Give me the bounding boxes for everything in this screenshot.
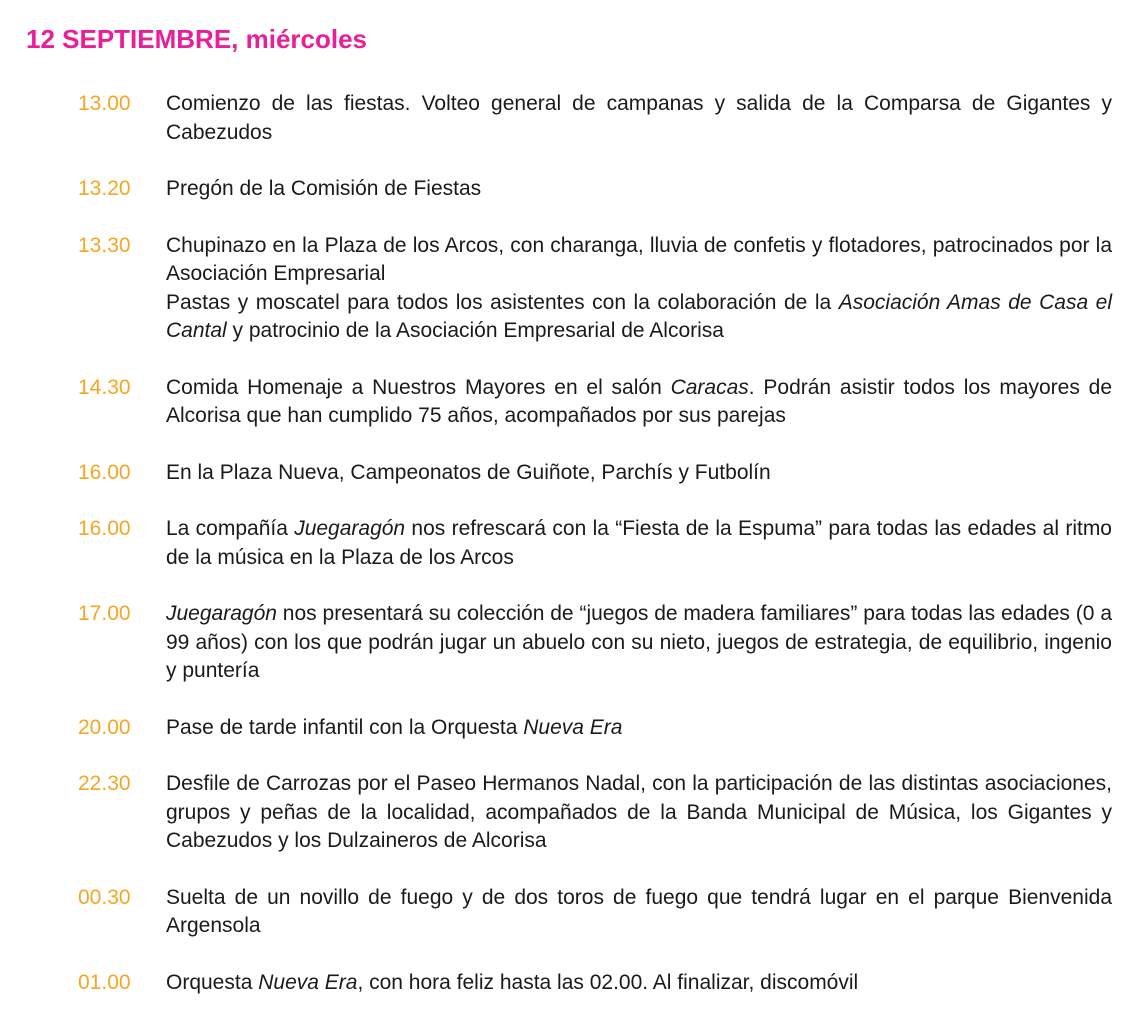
event-description	[166, 884, 1112, 941]
event-paragraph	[166, 770, 1112, 856]
italic-name: Asociación Amas de Casa el Cantal	[166, 290, 1112, 342]
italic-name: Nueva Era	[258, 970, 358, 994]
text-segment: y patrocinio de la Asociación Empresarial de Alcorisa	[226, 319, 724, 342]
schedule-item	[78, 969, 1112, 998]
italic-name: Caracas	[670, 375, 749, 399]
text-segment: Comienzo de las fiestas. Volteo general de campanas y salida de la Comparsa de Gigantes y Cabezudos	[166, 92, 1112, 144]
event-paragraph	[166, 515, 1112, 572]
event-paragraph	[166, 90, 1112, 147]
event-time: 13.30	[78, 233, 131, 257]
italic-name: Nueva Era	[523, 715, 623, 739]
event-description	[166, 90, 1112, 147]
event-time: 00.30	[78, 885, 131, 909]
event-time: 13.00	[78, 92, 131, 115]
day-title: 12 SEPTIEMBRE, miércoles	[26, 24, 368, 54]
schedule-item	[78, 459, 1112, 488]
schedule-item	[78, 90, 1112, 147]
event-description	[166, 515, 1112, 572]
event-paragraph	[166, 374, 1112, 431]
event-schedule	[78, 90, 1112, 997]
text-segment: nos presentará su colección de “juegos de madera familiares” para todas las edades (0 a 99 años) con los que podrán jugar un abuelo con su nieto, juegos de estrategia, de equilibrio, ingenio y puntería	[166, 602, 1112, 682]
schedule-item	[78, 175, 1112, 204]
event-time: 17.00	[78, 602, 131, 625]
text-segment: Chupinazo en la Plaza de los Arcos, con charanga, lluvia de confetis y flotadores, patrocinados por la Asociación Empresarial	[166, 233, 1112, 285]
italic-name: Juegaragón	[166, 602, 277, 625]
event-paragraph	[166, 232, 1112, 289]
schedule-item	[78, 232, 1112, 346]
event-time: 01.00	[78, 970, 131, 994]
schedule-item	[78, 600, 1112, 686]
text-segment: . Podrán asistir todos los mayores de Alcorisa que han cumplido 75 años, acompañados por sus parejas	[166, 375, 1112, 427]
italic-name: Juegaragón	[294, 517, 406, 540]
text-segment: Pastas y moscatel para todos los asistentes con la colaboración de la	[166, 290, 839, 314]
event-description	[166, 714, 1112, 743]
text-segment: nos refrescará con la “Fiesta de la Espuma” para todas las edades al ritmo de la música en la Plaza de los Arcos	[166, 517, 1112, 569]
text-segment: Pase de tarde infantil con la Orquesta	[166, 715, 524, 739]
event-description	[166, 969, 1112, 998]
event-description	[166, 175, 1112, 204]
schedule-item	[78, 515, 1112, 572]
event-paragraph	[166, 714, 1112, 743]
event-paragraph	[166, 969, 1112, 998]
event-paragraph	[166, 459, 1112, 488]
event-description	[166, 459, 1112, 488]
event-description	[166, 232, 1112, 346]
event-time: 13.20	[78, 177, 131, 200]
event-description	[166, 770, 1112, 856]
text-segment: Pregón de la Comisión de Fiestas	[166, 177, 482, 200]
text-segment: En la Plaza Nueva, Campeonatos de Guiñote, Parchís y Futbolín	[166, 460, 771, 484]
event-time: 22.30	[78, 772, 131, 795]
schedule-item	[78, 770, 1112, 856]
event-paragraph	[166, 175, 1112, 204]
text-segment: Orquesta	[166, 970, 259, 994]
schedule-item	[78, 714, 1112, 743]
schedule-item	[78, 374, 1112, 431]
text-segment: Suelta de un novillo de fuego y de dos toros de fuego que tendrá lugar en el parque Bienvenida Argensola	[166, 885, 1112, 937]
text-segment: , con hora feliz hasta las 02.00. Al finalizar, discomóvil	[357, 970, 859, 994]
event-description	[166, 374, 1112, 431]
event-time: 14.30	[78, 375, 131, 399]
text-segment: Comida Homenaje a Nuestros Mayores en el salón	[166, 375, 671, 399]
event-paragraph	[166, 884, 1112, 941]
schedule-item	[78, 884, 1112, 941]
event-description	[166, 600, 1112, 686]
event-paragraph	[166, 600, 1112, 686]
event-time: 16.00	[78, 460, 131, 484]
event-paragraph	[166, 289, 1112, 346]
event-time: 16.00	[78, 517, 131, 540]
text-segment: La compañía	[166, 517, 295, 540]
event-time: 20.00	[78, 715, 131, 739]
text-segment: Desfile de Carrozas por el Paseo Hermanos Nadal, con la participación de las distintas asociaciones, grupos y peñas de la localidad, acompañados de la Banda Municipal de Música, los Gigantes y Cabezudos y los Dulzaineros de Alcorisa	[166, 772, 1112, 852]
